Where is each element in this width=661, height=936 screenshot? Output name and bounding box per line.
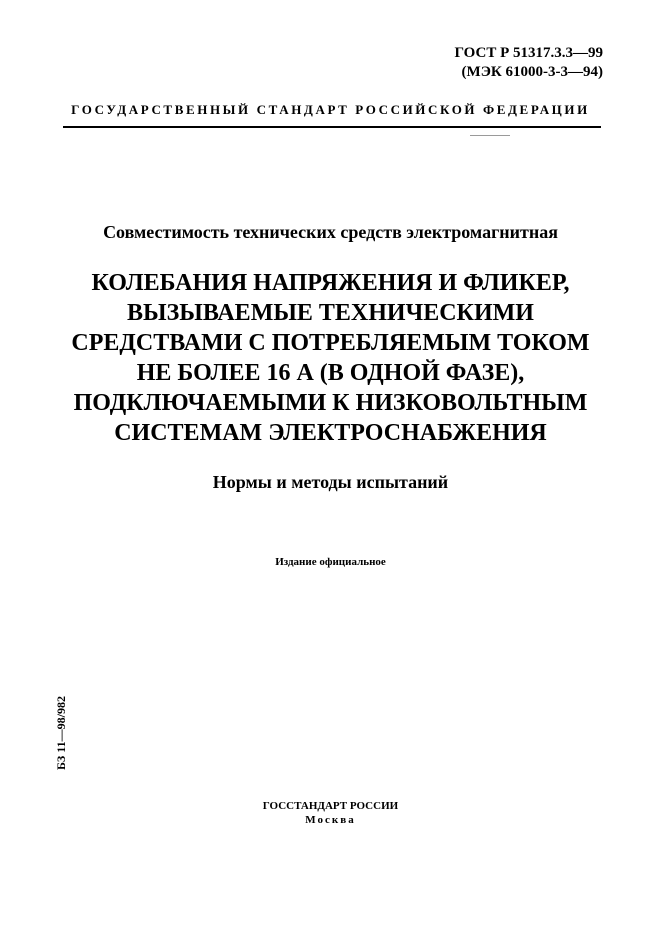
norms-subtitle: Нормы и методы испытаний bbox=[212, 472, 449, 492]
gost-number: ГОСТ Р 51317.3.3—99 bbox=[454, 45, 603, 61]
subject-line: Совместимость технических средств электромагнитная bbox=[103, 222, 558, 242]
iec-number: (МЭК 61000-3-3—94) bbox=[461, 64, 603, 80]
title-line: ВЫЗЫВАЕМЫЕ ТЕХНИЧЕСКИМИ bbox=[127, 300, 534, 326]
publisher-city: Москва bbox=[305, 814, 356, 826]
title-line: НЕ БОЛЕЕ 16 А (В ОДНОЙ ФАЗЕ), bbox=[136, 360, 525, 386]
publisher-name: ГОССТАНДАРТ РОССИИ bbox=[262, 800, 399, 812]
title-line: СРЕДСТВАМИ С ПОТРЕБЛЯЕМЫМ ТОКОМ bbox=[71, 330, 590, 356]
divider-mark bbox=[470, 135, 510, 136]
side-code: БЗ 11—98/982 bbox=[54, 696, 68, 770]
state-standard-heading: ГОСУДАРСТВЕННЫЙ СТАНДАРТ РОССИЙСКОЙ ФЕДЕРАЦИИ bbox=[71, 102, 590, 117]
publisher-block bbox=[0, 799, 661, 827]
main-title bbox=[40, 268, 621, 448]
title-line: КОЛЕБАНИЯ НАПРЯЖЕНИЯ И ФЛИКЕР, bbox=[91, 270, 570, 296]
edition-note: Издание официальное bbox=[275, 556, 386, 568]
title-line: СИСТЕМАМ ЭЛЕКТРОСНАБЖЕНИЯ bbox=[114, 420, 547, 446]
title-line: ПОДКЛЮЧАЕМЫМИ К НИЗКОВОЛЬТНЫМ bbox=[73, 390, 588, 416]
header-divider bbox=[63, 126, 601, 128]
document-number-block bbox=[454, 44, 603, 82]
